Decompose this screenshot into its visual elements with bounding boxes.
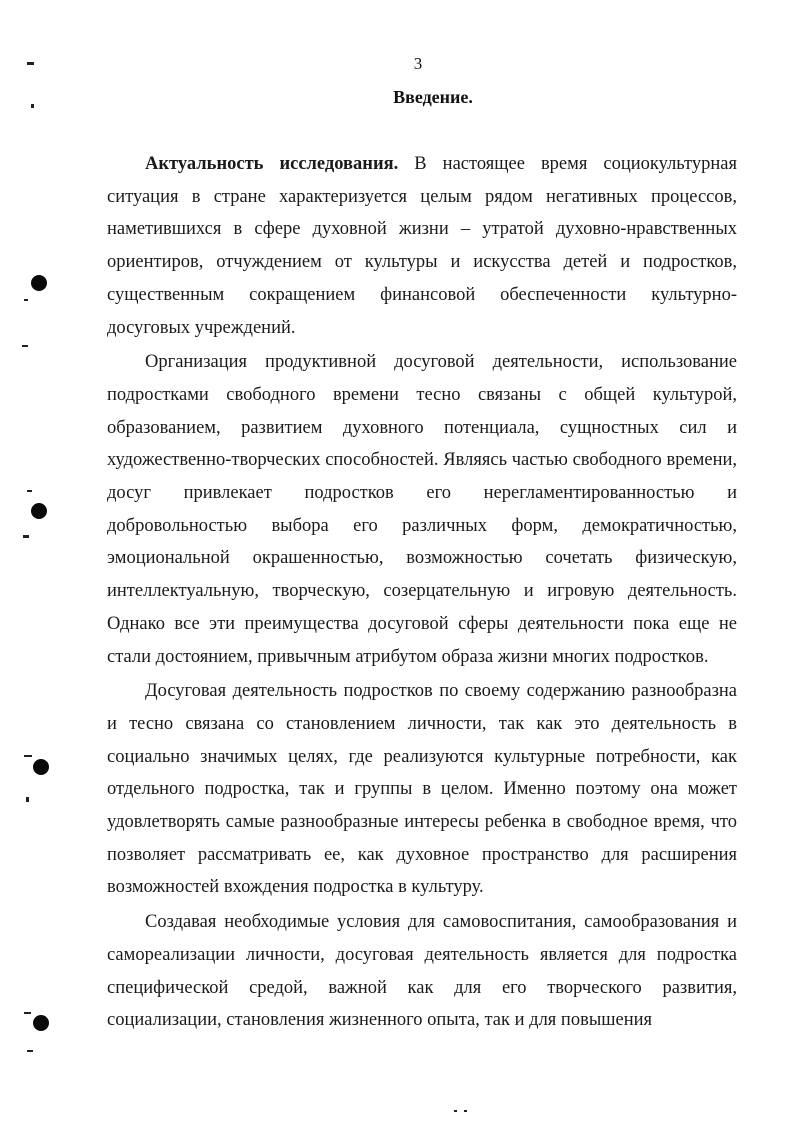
scan-speck	[464, 1110, 467, 1112]
paragraph: Организация продуктивной досуговой деятельности, использование подростками свободного времени тесно связаны с общей культурой, образованием, развитием духовного потенциала, сущностных сил и художественно-творческих способностей. Являясь частью свободного времени, досуг привлекает подростков его нерегламентированностью и добровольностью выбора его различных форм, демократичностью, эмоциональной окрашенностью, возможностью сочетать физическую, интеллектуальную, творческую, созерцательную и игровую деятельность. Однако все эти преимущества досуговой сферы деятельности пока еще не стали достоянием, привычным атрибутом образа жизни многих подростков.	[107, 352, 737, 667]
punch-hole	[31, 275, 47, 291]
scan-speck	[24, 755, 32, 757]
punch-hole	[33, 1015, 49, 1031]
paragraph-lead: Актуальность исследования.	[145, 154, 399, 174]
body-text	[107, 148, 737, 1037]
scan-speck	[22, 345, 28, 347]
scan-speck	[23, 535, 29, 538]
scan-speck	[26, 797, 29, 802]
paragraph: Досуговая деятельность подростков по своему содержанию разнообразна и тесно связана со становлением личности, так как это деятельность в социально значимых целях, где реализуются культурные потребности, как отдельного подростка, так и группы в целом. Именно поэтому она может удовлетворять самые разнообразные интересы ребенка в свободное время, что позволяет рассматривать ее, как духовное пространство для расширения возможностей вхождения подростка в культуру.	[107, 681, 737, 898]
punch-hole	[31, 503, 47, 519]
paragraph: Создавая необходимые условия для самовоспитания, самообразования и самореализации личности, досуговая деятельность является для подростка специфической средой, важной как для его творческого развития, социализации, становления жизненного опыта, так и для повышения	[107, 912, 737, 1031]
scan-speck	[27, 62, 34, 65]
paragraph-relevance	[107, 148, 737, 344]
scan-speck	[24, 1012, 31, 1014]
scan-speck	[31, 104, 34, 108]
section-title: Введение.	[393, 87, 473, 107]
scan-speck	[454, 1110, 457, 1112]
punch-hole	[33, 759, 49, 775]
page-number: 3	[413, 54, 423, 73]
scan-speck	[27, 490, 32, 492]
paragraph-text: В настоящее время социокультурная ситуация в стране характеризуется целым рядом негативных процессов, наметившихся в сфере духовной жизни – утратой духовно-нравственных ориентиров, отчуждением от культуры и искусства детей и подростков, существенным сокращением финансовой обеспеченности культурно-досуговых учреждений.	[107, 154, 738, 338]
scan-speck	[24, 299, 28, 301]
scan-speck	[27, 1050, 33, 1052]
